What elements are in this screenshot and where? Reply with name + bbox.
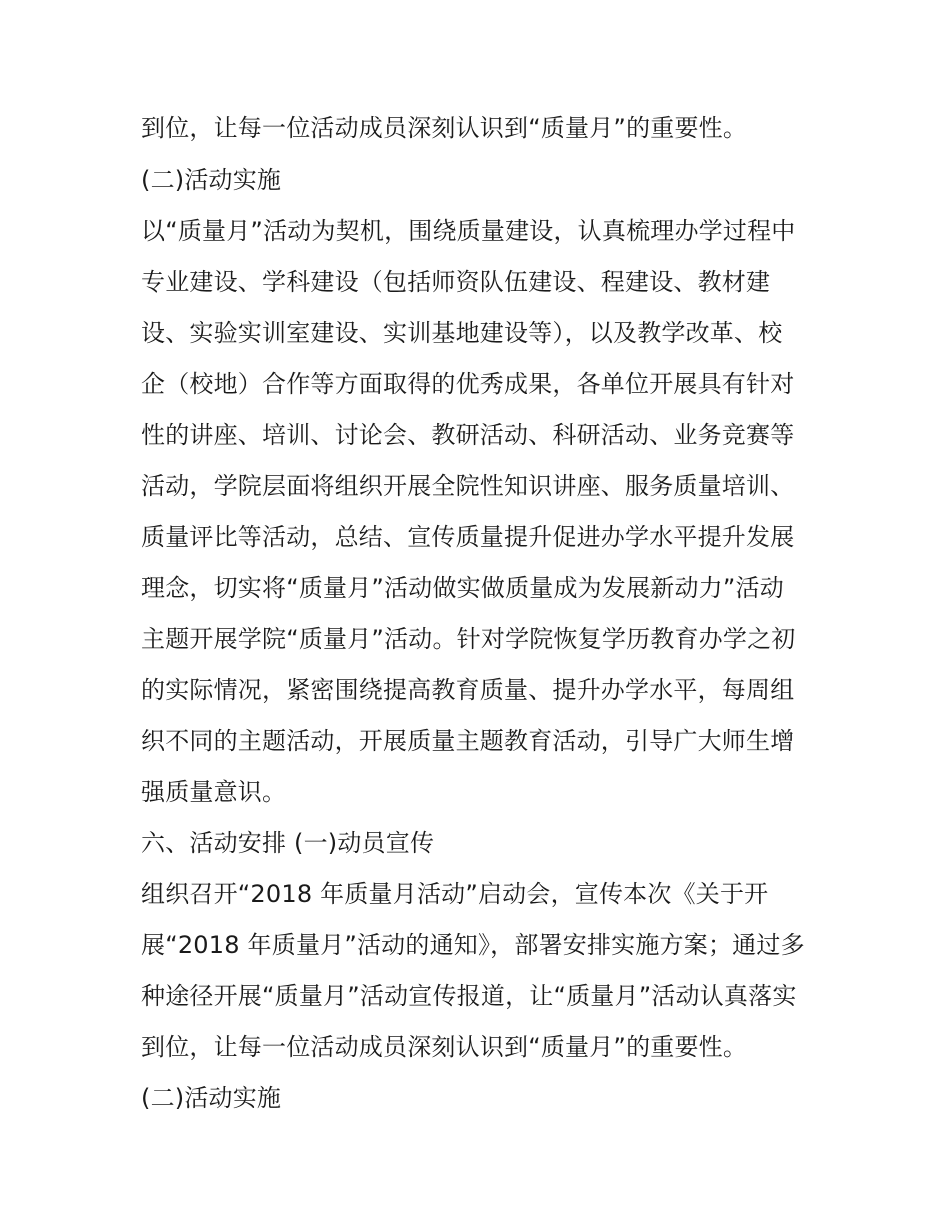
text-line-1: 到位，让每一位活动成员深刻认识到“质量月”的重要性。 [141, 114, 748, 142]
text-line-13: 织不同的主题活动，开展质量主题教育活动，引导广大师生增 [141, 727, 795, 755]
section-heading-activity-implementation-2: (二)活动实施 [141, 1084, 282, 1112]
text-line-4: 专业建设、学科建设（包括师资队伍建设、程建设、教材建 [141, 268, 771, 296]
text-line-11: 主题开展学院“质量月”活动。针对学院恢复学历教育办学之初 [141, 625, 796, 653]
text-line-8: 活动，学院层面将组织开展全院性知识讲座、服务质量培训、 [141, 472, 795, 500]
text-line-19: 到位，让每一位活动成员深刻认识到“质量月”的重要性。 [141, 1033, 748, 1061]
text-line-18: 种途径开展“质量月”活动宣传报道，让“质量月”活动认真落实 [141, 982, 797, 1010]
section-heading-activity-arrangement: 六、活动安排 (一)动员宣传 [141, 829, 435, 857]
text-line-3: 以“质量月”活动为契机，围绕质量建设，认真梳理办学过程中 [141, 217, 796, 245]
text-line-10: 理念，切实将“质量月”活动做实做质量成为发展新动力”活动 [141, 574, 784, 602]
text-line-7: 性的讲座、培训、讨论会、教研活动、科研活动、业务竞赛等 [141, 421, 795, 449]
text-line-17: 展“2018 年质量月”活动的通知》，部署安排实施方案；通过多 [141, 931, 805, 959]
text-line-16: 组织召开“2018 年质量月活动”启动会，宣传本次《关于开 [141, 880, 769, 908]
section-heading-activity-implementation: (二)活动实施 [141, 166, 282, 194]
text-line-14: 强质量意识。 [141, 778, 287, 806]
text-line-5: 设、实验实训室建设、实训基地建设等），以及教学改革、校 [141, 319, 783, 347]
text-line-12: 的实际情况，紧密围绕提高教育质量、提升办学水平，每周组 [141, 676, 795, 704]
text-line-9: 质量评比等活动，总结、宣传质量提升促进办学水平提升发展 [141, 523, 795, 551]
text-line-6: 企（校地）合作等方面取得的优秀成果，各单位开展具有针对 [141, 370, 795, 398]
